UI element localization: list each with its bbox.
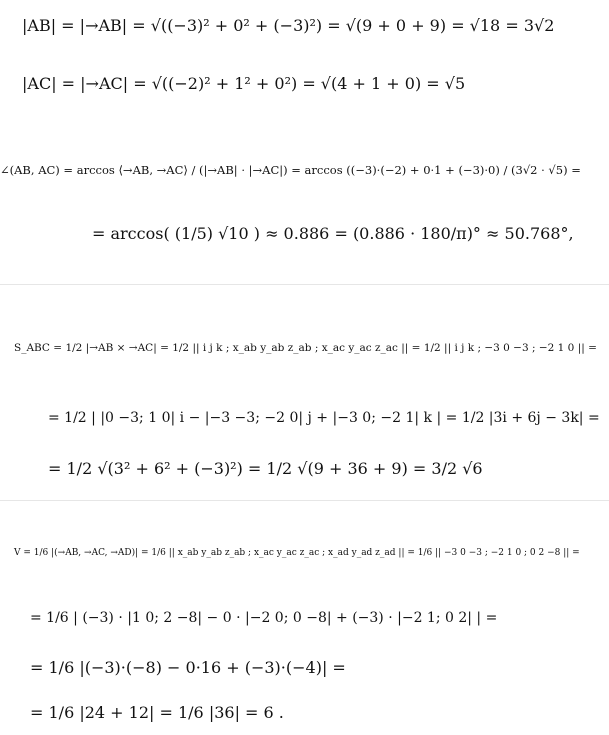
angle-formula-line: ∠(AB, AC) = arccos ⟨→AB, →AC⟩ / (|→AB| · |→AC|) = arccos ((−3)·(−2) + 0·1 + (−3)·0) / (3√2 · √5) = [0,163,581,177]
volume-result-line: = 1/6 |24 + 12| = 1/6 |36| = 6 . [30,703,284,722]
angle-result-line: = arccos( (1/5) √10 ) ≈ 0.886 = (0.886 · 180/π)° ≈ 50.768°, [92,224,574,243]
volume-formula-line: V = 1/6 |(→AB, →AC, →AD)| = 1/6 || x_ab y_ab z_ab ; x_ac y_ac z_ac ; x_ad y_ad z_ad || = 1/6 || −3 0 −3 ; −2 1 0 ; 0 2 −8 || = [14,548,580,558]
length-ab-line: |AB| = |→AB| = √((−3)² + 0² + (−3)²) = √(9 + 0 + 9) = √18 = 3√2 [22,16,555,35]
length-ac-line: |AC| = |→AC| = √((−2)² + 1² + 0²) = √(4 + 1 + 0) = √5 [22,74,466,93]
volume-product-line: = 1/6 |(−3)·(−8) − 0·16 + (−3)·(−4)| = [30,658,346,677]
volume-expansion-line: = 1/6 | (−3) · |1 0; 2 −8| − 0 · |−2 0; 0 −8| + (−3) · |−2 1; 0 2| | = [30,610,498,626]
area-formula-line: S_ABC = 1/2 |→AB × →AC| = 1/2 || i j k ; x_ab y_ab z_ab ; x_ac y_ac z_ac || = 1/2 || i j k ; −3 0 −3 ; −2 1 0 || = [14,342,597,354]
section-separator [0,500,609,501]
section-separator [0,284,609,285]
area-result-line: = 1/2 √(3² + 6² + (−3)²) = 1/2 √(9 + 36 + 9) = 3/2 √6 [48,459,483,478]
area-expansion-line: = 1/2 | |0 −3; 1 0| i − |−3 −3; −2 0| j + |−3 0; −2 1| k | = 1/2 |3i + 6j − 3k| = [48,410,600,426]
